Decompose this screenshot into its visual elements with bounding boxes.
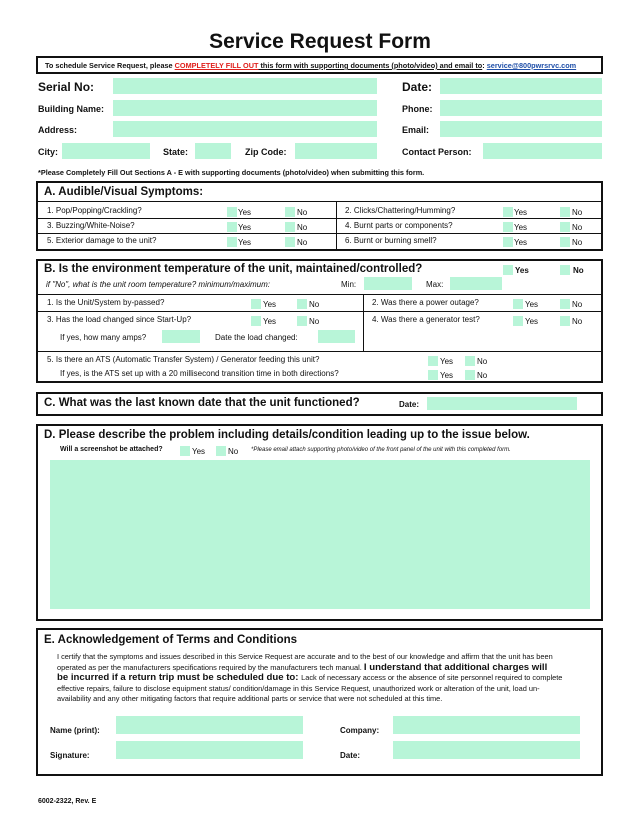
generator-no[interactable] [560, 316, 570, 326]
terms-line-2: operated as per the manufacturers specifications required by the manufacturers tech manual. [57, 662, 364, 672]
no-label: No [309, 317, 320, 326]
phone-label: Phone: [402, 104, 433, 114]
signature-field[interactable] [116, 741, 303, 759]
no-label: No [573, 266, 584, 275]
no-label: No [572, 300, 583, 309]
outage-question: 2. Was there a power outage? [372, 298, 479, 307]
date-changed-label: Date the load changed: [215, 333, 298, 342]
city-field[interactable] [62, 143, 150, 159]
yes-label: Yes [192, 447, 206, 456]
load-question: 3. Has the load changed since Start-Up? [47, 315, 192, 324]
temp-question: if "No", what is the unit room temperature? minimum/maximum: [46, 280, 270, 289]
yes-label: Yes [515, 266, 529, 275]
no-label: No [477, 357, 488, 366]
form-number: 6002-2322, Rev. E [38, 798, 97, 805]
city-label: City: [38, 147, 58, 157]
symptom-5-no[interactable] [285, 237, 295, 247]
env-no[interactable] [560, 265, 570, 275]
no-label: No [297, 208, 308, 217]
symptom-1: 1. Pop/Popping/Crackling? [47, 206, 142, 215]
section-a-title: A. Audible/Visual Symptoms: [44, 186, 204, 198]
outage-no[interactable] [560, 299, 570, 309]
address-field[interactable] [113, 121, 377, 137]
symptom-3: 3. Buzzing/White-Noise? [47, 221, 135, 230]
env-yes[interactable] [503, 265, 513, 275]
load-yes[interactable] [251, 316, 261, 326]
no-label: No [477, 371, 488, 380]
symptom-4: 4. Burnt parts or components? [345, 221, 453, 230]
no-label: No [572, 317, 583, 326]
symptom-4-yes[interactable] [503, 222, 513, 232]
yes-label: Yes [525, 317, 539, 326]
min-label: Min: [341, 280, 357, 289]
company-label: Company: [340, 726, 380, 735]
section-d-title: D. Please describe the problem including details/condition leading up to the issue below. [44, 429, 530, 441]
symptom-6-yes[interactable] [503, 237, 513, 247]
symptom-3-no[interactable] [285, 222, 295, 232]
symptom-1-no[interactable] [285, 207, 295, 217]
yes-label: Yes [440, 357, 454, 366]
terms-emphasis-1: I understand that additional charges will [363, 661, 548, 673]
email-link[interactable]: service@800pwrsrvc.com [486, 61, 577, 70]
terms-emphasis-2: be incurred if a return trip must be scheduled due to: [57, 672, 302, 684]
generator-question: 4. Was there a generator test? [372, 315, 480, 324]
phone-field[interactable] [440, 100, 602, 116]
amps-field[interactable] [162, 330, 200, 343]
no-label: No [228, 447, 239, 456]
signature-label: Signature: [50, 751, 90, 760]
symptom-1-yes[interactable] [227, 207, 237, 217]
generator-yes[interactable] [513, 316, 523, 326]
bypass-question: 1. Is the Unit/System by-passed? [47, 298, 165, 307]
bypass-yes[interactable] [251, 299, 261, 309]
section-e-title: E. Acknowledgement of Terms and Conditions [44, 634, 298, 646]
instructions: *Please Completely Fill Out Sections A - E with supporting documents (photo/video) when submitting this form. [38, 168, 425, 177]
symptom-2: 2. Clicks/Chattering/Humming? [345, 206, 456, 215]
sign-date-label: Date: [340, 751, 361, 760]
yes-label: Yes [238, 238, 252, 247]
yes-label: Yes [263, 300, 277, 309]
section-c-title: C. What was the last known date that the unit functioned? [44, 397, 360, 409]
notice-text: To schedule Service Request, please COMPLETELY FILL OUT this form with supporting documents (photo/video) and email to: service@800pwrsrvc.com [45, 61, 577, 70]
yes-label: Yes [514, 208, 528, 217]
symptom-4-no[interactable] [560, 222, 570, 232]
load-no[interactable] [297, 316, 307, 326]
yes-label: Yes [238, 223, 252, 232]
symptom-6: 6. Burnt or burning smell? [345, 236, 437, 245]
max-field[interactable] [450, 277, 502, 290]
yes-label: Yes [263, 317, 277, 326]
terms-line-1: I certify that the symptoms and issues described in this Service Request are accurate and to the best of our knowledge and affirm that the unit has been [57, 652, 553, 661]
sign-date-field[interactable] [393, 741, 580, 759]
contact-label: Contact Person: [402, 147, 472, 157]
no-label: No [572, 208, 583, 217]
max-label: Max: [426, 280, 444, 289]
screenshot-question: Will a screenshot be attached? [60, 446, 163, 453]
screenshot-no[interactable] [216, 446, 226, 456]
amps-label: If yes, how many amps? [60, 333, 147, 342]
no-label: No [572, 238, 583, 247]
terms-line-5: availability and any other mitigating factors that require additional parts or service that were not scheduled at this time. [57, 694, 443, 704]
date-label: Date: [402, 80, 433, 94]
problem-description-field[interactable] [50, 460, 590, 609]
yes-label: Yes [238, 208, 252, 217]
yes-label: Yes [525, 300, 539, 309]
ats-no[interactable] [465, 356, 475, 366]
symptom-3-yes[interactable] [227, 222, 237, 232]
section-b-title: B. Is the environment temperature of the unit, maintained/controlled? [44, 263, 423, 275]
serial-no-field[interactable] [113, 78, 377, 94]
attach-note: *Please email attach supporting photo/video of the front panel of the unit with this completed form. [251, 447, 511, 453]
state-label: State: [163, 147, 189, 157]
ats-transition-no[interactable] [465, 370, 475, 380]
yes-label: Yes [514, 238, 528, 247]
state-field[interactable] [195, 143, 231, 159]
name-field[interactable] [116, 716, 303, 734]
ats-transition-question: If yes, is the ATS set up with a 20 millisecond transition time in both directions? [60, 369, 339, 378]
outage-yes[interactable] [513, 299, 523, 309]
zip-label: Zip Code: [245, 147, 287, 157]
yes-label: Yes [440, 371, 454, 380]
bypass-no[interactable] [297, 299, 307, 309]
symptom-6-no[interactable] [560, 237, 570, 247]
ats-question: 5. Is there an ATS (Automatic Transfer System) / Generator feeding this unit? [47, 355, 320, 364]
zip-field[interactable] [295, 143, 377, 159]
email-field[interactable] [440, 121, 602, 137]
screenshot-yes[interactable] [180, 446, 190, 456]
address-label: Address: [38, 125, 78, 135]
yes-label: Yes [514, 223, 528, 232]
terms-line-3: Lack of necessary access or the absence of site personnel required to complete [301, 673, 563, 683]
symptom-2-no[interactable] [560, 207, 570, 217]
date-changed-field[interactable] [318, 330, 355, 343]
serial-no-label: Serial No: [38, 80, 95, 94]
no-label: No [309, 300, 320, 309]
no-label: No [297, 223, 308, 232]
no-label: No [572, 223, 583, 232]
symptom-5: 5. Exterior damage to the unit? [47, 236, 157, 245]
name-label: Name (print): [50, 726, 100, 735]
no-label: No [297, 238, 308, 247]
email-label: Email: [402, 125, 430, 135]
terms-text [57, 652, 587, 705]
building-name-label: Building Name: [38, 104, 105, 114]
building-name-field[interactable] [113, 100, 377, 116]
ats-transition-yes[interactable] [428, 370, 438, 380]
last-date-field[interactable] [427, 397, 577, 410]
page-title: Service Request Form [209, 30, 431, 53]
terms-line-4: effective repairs, failure to disclose equipment status/ condition/damage in this Service Request, unauthorized work or alteration of the unit, load un- [57, 683, 540, 693]
date-field[interactable] [440, 78, 602, 94]
ats-yes[interactable] [428, 356, 438, 366]
symptom-5-yes[interactable] [227, 237, 237, 247]
last-date-label: Date: [399, 400, 420, 409]
min-field[interactable] [364, 277, 412, 290]
symptom-2-yes[interactable] [503, 207, 513, 217]
contact-field[interactable] [483, 143, 602, 159]
company-field[interactable] [393, 716, 580, 734]
